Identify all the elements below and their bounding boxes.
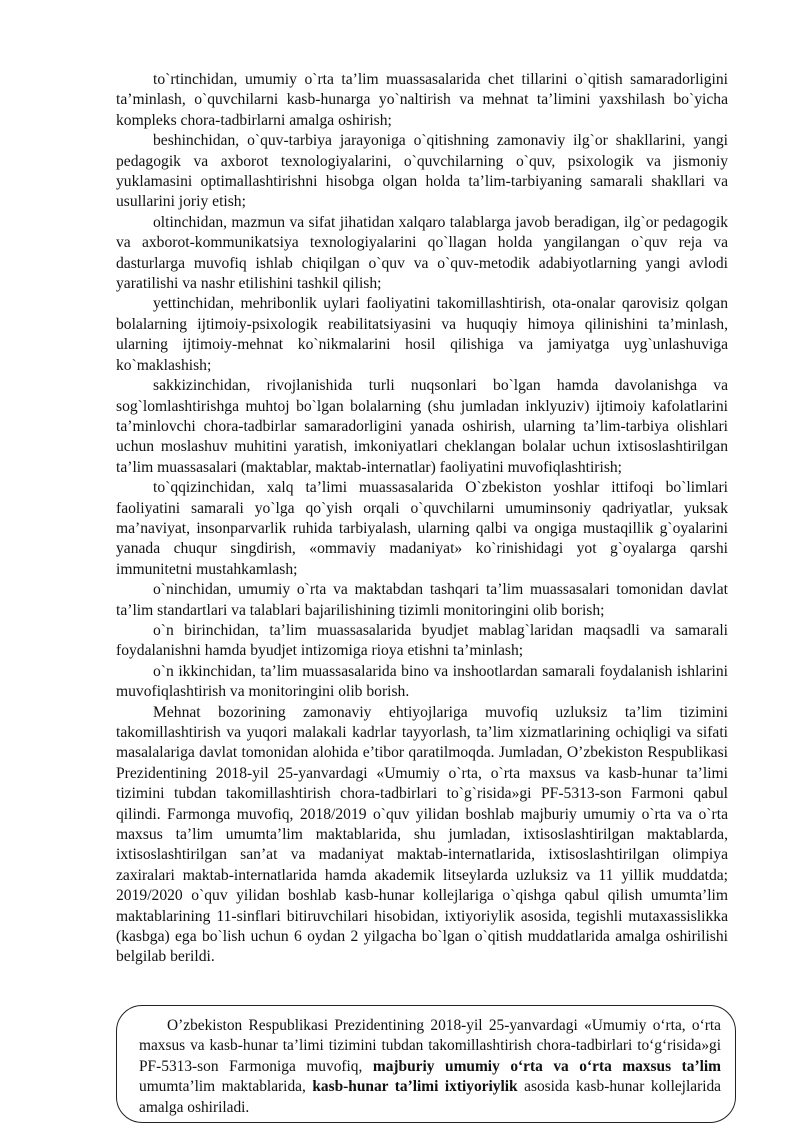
callout-part-3: asosida kasb-hunar kollejlarida amalga oshiriladi.: [139, 1078, 721, 1116]
callout-part-1: O’zbekiston Respublikasi Prezidentining 2018-yil 25-yanvardagi «Umumiy o‘rta, o‘rta maxsus va kasb-hunar ta’limi tizimini tubdan takomillashtirish chora-tadbirlari to‘g‘risida»gi PF-5313-son Farmoniga muvofiq,: [139, 1017, 721, 1075]
paragraph-5: beshinchidan, o`quv-tarbiya jarayoniga o`qitishning zamonaviy ilg`or shakllarini, yangi pedagogik va axborot texnologiyalarini, o`quvchilarning o`quv, psixologik va jismoniy yuklamasini optimallashtirishni hisobga olgan holda ta’lim-tarbiyaning samarali shakllari va usullarini joriy etish;: [116, 132, 728, 211]
paragraph-7: yettinchidan, mehribonlik uylari faoliyatini takomillashtirish, ota-onalar qarovisiz qolgan bolalarning ijtimoiy-psixologik reabilitatsiyasini va huquqiy himoya qilinishini ta’minlash, ularning ijtimoiy-mehnat ko`nikmalarini hosil qilishiga va jamiyatga uyg`unlashuviga ko`maklashish;: [116, 295, 728, 374]
paragraph-9: to`qqizinchidan, xalq ta’limi muassasalarida O`zbekiston yoshlar ittifoqi bo`limlari faoliyatini samarali yo`lga qo`yish orqali o`quvchilarni umuminsoniy qadriyatlar, yuksak ma’naviyat, insonparvarlik ruhida tarbiyalash, ularning qalbi va ongiga mustaqillik g`oyalarini yanada chuqur singdirish, «ommaviy madaniyat» ko`rinishidagi yot g`oyalarga qarshi immunitetni mustahkamlash;: [116, 479, 728, 578]
paragraph-8: sakkizinchidan, rivojlanishida turli nuqsonlari bo`lgan hamda davolanishga va sog`lomlashtirishga muhtoj bo`lgan bolalarning (shu jumladan inklyuziv) ijtimoiy kafolatlarini ta’minlovchi chora-tadbirlar samaradorligini yanada oshirish, ularning ta’lim-tarbiya olishlari uchun moslashuv muhitini yaratish, imkoniyatlari cheklangan bolalar uchun ixtisoslashtirilgan ta’lim muassasalari (maktablar, maktab-internatlar) faoliyatini muvofiqlashtirish;: [116, 377, 728, 476]
callout-part-2: umumta’lim maktablarida,: [139, 1078, 306, 1096]
callout-bold-2: kasb-hunar ta’limi ixtiyoriylik: [312, 1078, 518, 1096]
paragraph-10: o`ninchidan, umumiy o`rta va maktabdan tashqari ta’lim muassasalari tomonidan davlat ta’lim standartlari va talablari bajarilishining tizimli monitoringini olib borish;: [116, 581, 728, 619]
callout-text: [139, 1016, 721, 1118]
callout-box: [116, 1005, 736, 1123]
paragraph-12: o`n ikkinchidan, ta’lim muassasalarida bino va inshootlardan samarali foydalanish ishlarini muvofiqlashtirish va monitoringini olib borish.: [116, 662, 728, 701]
paragraph-4: to`rtinchidan, umumiy o`rta ta’lim muassasalarida chet tillarini o`qitish samaradorligini ta’minlash, o`quvchilarni kasb-hunarga yo`naltirish va mehnat ta’limini yaxshilash bo`yicha kompleks chora-tadbirlarni amalga oshirish;: [116, 71, 728, 129]
paragraph-6: oltinchidan, mazmun va sifat jihatidan xalqaro talablarga javob beradigan, ilg`or pedagogik va axborot-kommunikatsiya texnologiyalarini qo`llagan holda yangilangan o`quv reja va dasturlarga muvofiq ishlab chiqilgan o`quv va o`quv-metodik adabiyotlarning yangi avlodi yaratilishi va nashr etilishini tashkil qilish;: [116, 213, 728, 293]
callout-bold-1: majburiy umumiy o‘rta va o‘rta maxsus ta’lim: [372, 1057, 721, 1075]
paragraph-11: o`n birinchidan, ta’lim muassasalarida byudjet mablag`laridan maqsadli va samarali foydalanishni hamda byudjet intizomiga rioya etishni ta’minlash;: [116, 621, 728, 660]
document-body: [116, 70, 728, 968]
paragraph-reform: Mehnat bozorining zamonaviy ehtiyojlariga muvofiq uzluksiz ta’lim tizimini takomillashtirish va yuqori malakali kadrlar tayyorlash, ta’lim xizmatlarining ochiqligi va sifati masalalariga davlat tomonidan alohida e’tibor qaratilmoqda. Jumladan, O’zbekiston Respublikasi Prezidentining 2018-yil 25-yanvardagi «Umumiy o`rta, o`rta maxsus va kasb-hunar ta’limi tizimini tubdan takomillashtirish chora-tadbirlari to`g`risida»gi PF-5313-son Farmoni qabul qilindi. Farmonga muvofiq, 2018/2019 o`quv yilidan boshlab majburiy umumiy o`rta va o`rta maxsus ta’lim umumta’lim maktablarida, shu jumladan, ixtisoslashtirilgan maktablarda, ixtisoslashtirilgan san’at va madaniyat maktab-internatlarida, ixtisoslashtirilgan olimpiya zaxiralari maktab-internatlarida hamda akademik litseylarda uzluksiz va 11 yillik muddatda; 2019/2020 o`quv yilidan boshlab kasb-hunar kollejlariga o`qishga qabul qilish umumta’lim maktablarining 11-sinflari bitiruvchilari hisobidan, ixtiyoriylik asosida, tegishli mutaxassislikka (kasbga) ega bo`lish uchun 6 oydan 2 yilgacha bo`lgan o`qitish muddatlarida amalga oshirilishi belgilab berildi.: [116, 703, 728, 966]
